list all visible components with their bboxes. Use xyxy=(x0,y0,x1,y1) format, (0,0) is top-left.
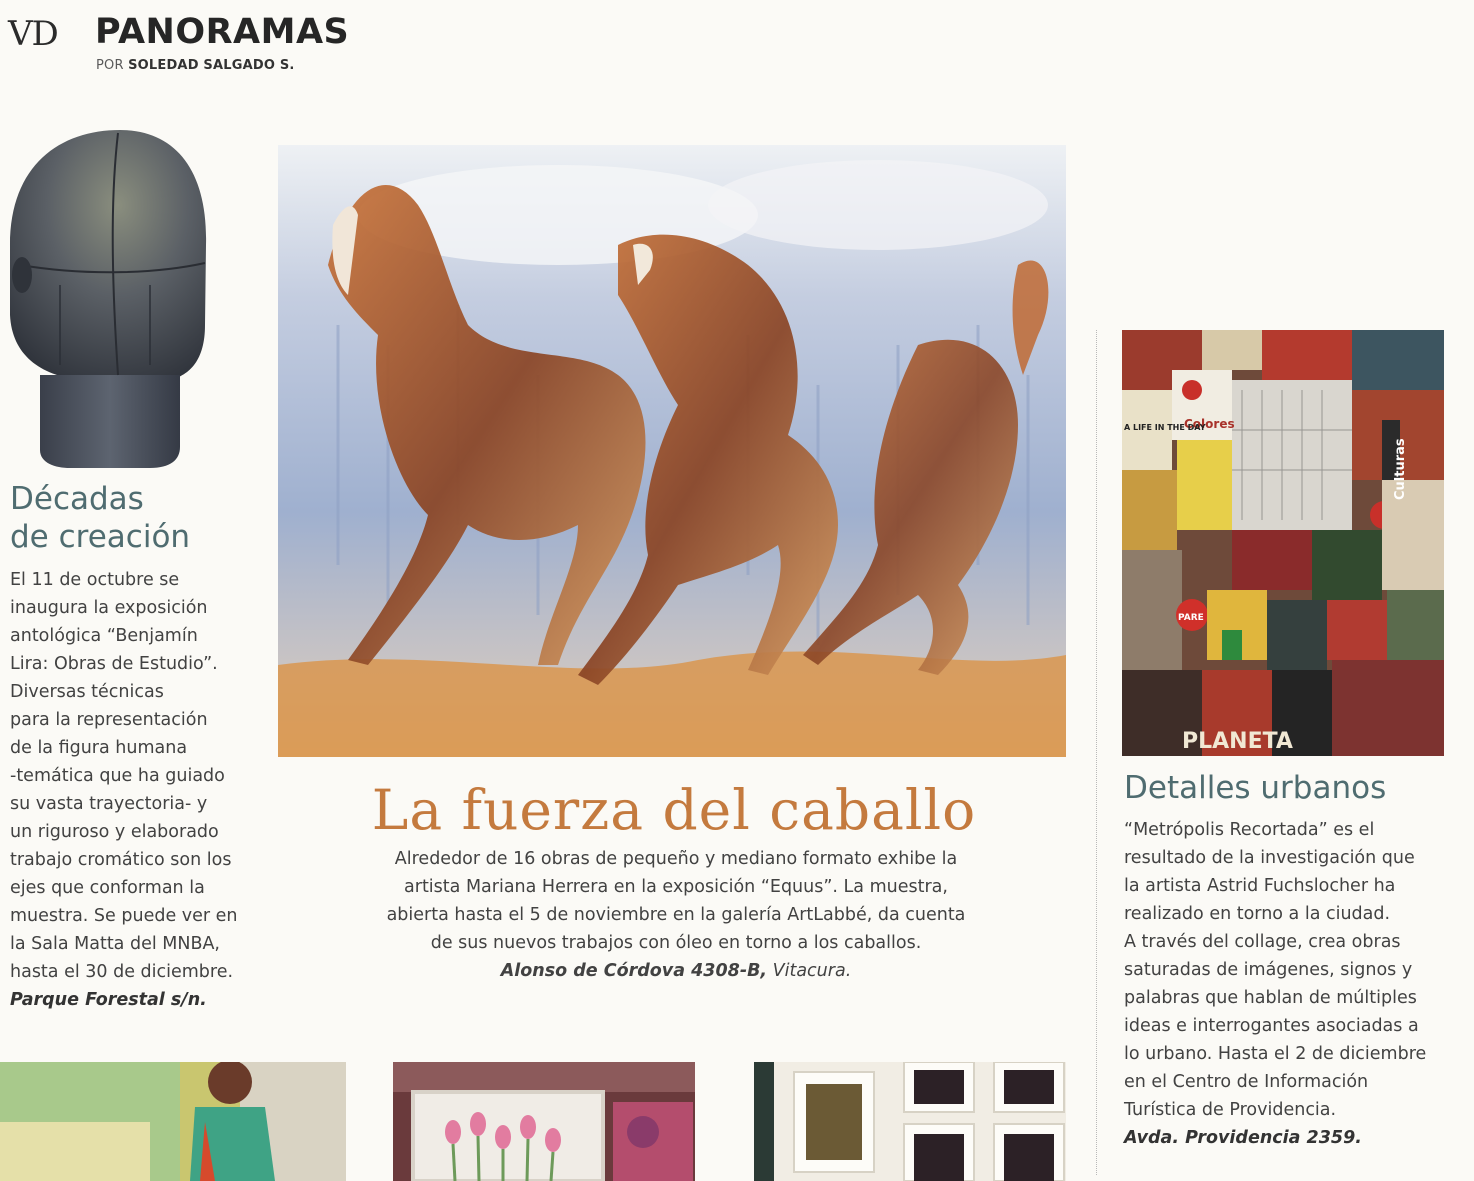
column-divider xyxy=(1096,330,1097,1175)
byline-prefix: POR xyxy=(96,58,124,73)
body-line: su vasta trayectoria- y xyxy=(10,794,208,814)
left-article-body xyxy=(10,566,272,1014)
body-line: A través del collage, crea obras xyxy=(1124,932,1401,952)
body-line: en el Centro de Información xyxy=(1124,1072,1369,1092)
right-article-body xyxy=(1124,816,1464,1152)
collage-word-culturas: Culturas xyxy=(1393,438,1408,500)
body-line: trabajo cromático son los xyxy=(10,850,232,870)
sculpture-head-image xyxy=(0,125,210,470)
collage-word-pare: PARE xyxy=(1178,613,1204,623)
body-line: de sus nuevos trabajos con óleo en torno a los caballos. xyxy=(430,933,922,953)
body-line: de la figura humana xyxy=(10,738,188,758)
body-line: la Sala Matta del MNBA, xyxy=(10,934,220,954)
left-article-title xyxy=(10,480,260,556)
body-line: ideas e interrogantes asociadas a xyxy=(1124,1016,1419,1036)
center-article-title: La fuerza del caballo xyxy=(371,778,977,842)
byline xyxy=(96,58,295,73)
horses-painting-image xyxy=(278,145,1066,757)
body-line: Diversas técnicas xyxy=(10,682,164,702)
collage-word-life: A LIFE IN THE DAY xyxy=(1124,423,1206,432)
center-article-address xyxy=(340,957,1012,985)
magazine-logo: VD xyxy=(8,14,58,54)
body-line: la artista Astrid Fuchslocher ha xyxy=(1124,876,1396,896)
body-line: resultado de la investigación que xyxy=(1124,848,1415,868)
body-line: “Metrópolis Recortada” es el xyxy=(1124,820,1375,840)
body-line: Lira: Obras de Estudio”. xyxy=(10,654,218,674)
left-title-line1: Décadas xyxy=(10,481,144,517)
tulips-painting-thumbnail xyxy=(393,1062,695,1181)
body-line: hasta el 30 de diciembre. xyxy=(10,962,234,982)
body-line: Turística de Providencia. xyxy=(1124,1100,1337,1120)
body-line: un riguroso y elaborado xyxy=(10,822,219,842)
body-line: ejes que conforman la xyxy=(10,878,205,898)
body-line: para la representación xyxy=(10,710,208,730)
body-line: lo urbano. Hasta el 2 de diciembre xyxy=(1124,1044,1427,1064)
body-line: artista Mariana Herrera en la exposición “Equus”. La muestra, xyxy=(404,877,948,897)
body-line: saturadas de imágenes, signos y xyxy=(1124,960,1413,980)
collage-word-colores: Colores xyxy=(1184,417,1235,431)
byline-author: SOLEDAD SALGADO S. xyxy=(128,58,295,73)
collage-word-planeta: PLANETA xyxy=(1182,729,1293,754)
woman-painting-thumbnail xyxy=(0,1062,346,1181)
center-article-body xyxy=(340,845,1012,985)
address-city: Vitacura. xyxy=(767,961,852,981)
left-article-address: Parque Forestal s/n. xyxy=(10,990,207,1010)
address-street: Alonso de Córdova 4308-B, xyxy=(500,961,768,981)
section-title: PANORAMAS xyxy=(95,12,350,52)
framed-artworks-thumbnail xyxy=(754,1062,1066,1181)
body-line: abierta hasta el 5 de noviembre en la galería ArtLabbé, da cuenta xyxy=(386,905,966,925)
body-line: antológica “Benjamín xyxy=(10,626,198,646)
body-line: -temática que ha guiado xyxy=(10,766,225,786)
urban-collage-image xyxy=(1122,330,1444,756)
body-line: realizado en torno a la ciudad. xyxy=(1124,904,1391,924)
body-line: El 11 de octubre se xyxy=(10,570,180,590)
left-title-line2: de creación xyxy=(10,519,191,555)
body-line: palabras que hablan de múltiples xyxy=(1124,988,1417,1008)
right-article-address: Avda. Providencia 2359. xyxy=(1124,1128,1362,1148)
body-line: Alrededor de 16 obras de pequeño y mediano formato exhibe la xyxy=(394,849,958,869)
right-article-title: Detalles urbanos xyxy=(1124,770,1387,806)
body-line: inaugura la exposición xyxy=(10,598,208,618)
body-line: muestra. Se puede ver en xyxy=(10,906,238,926)
